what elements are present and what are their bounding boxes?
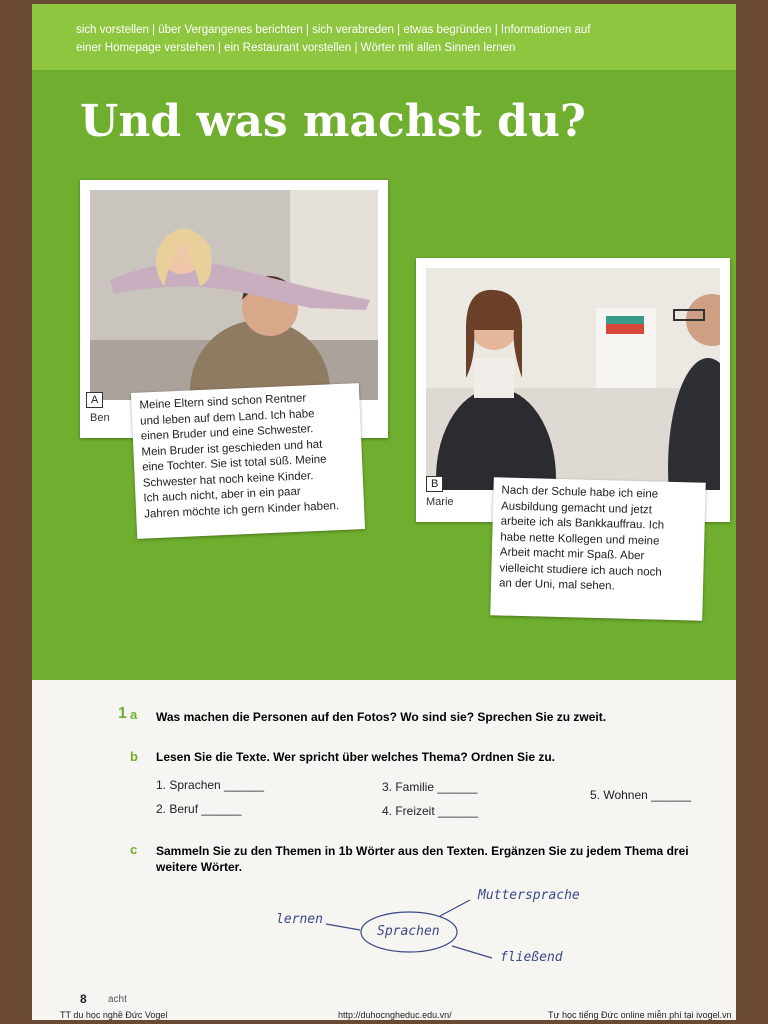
task-c-text-line-1: Sammeln Sie zu den Themen in 1b Wörter aus den Texten. Ergänzen Sie zu jedem Thema drei [156, 844, 689, 858]
photo-letter-a: A [86, 392, 103, 408]
mindmap-left-word: lernen [276, 912, 323, 927]
exercise-letter-b: b [130, 749, 138, 764]
option-label: 2. Beruf [156, 802, 199, 816]
task-a-text: Was machen die Personen auf den Fotos? Wo sind sie? Sprechen Sie zu zweit. [156, 710, 607, 724]
bubble-line: Nach der Schule habe ich eine [501, 484, 659, 501]
person-name-marie: Marie [426, 496, 454, 508]
bubble-line: an der Uni, mal sehen. [498, 577, 615, 593]
bubble-line: arbeite ich als Bankkauffrau. Ich [500, 515, 665, 532]
bubble-line: Schwester hat noch keine Kinder. [142, 469, 314, 490]
exercise-letter-c: c [130, 842, 138, 857]
bubble-line: eine Tochter. Sie ist total süß. Meine [141, 453, 327, 474]
page-number-word: acht [108, 994, 127, 1005]
mindmap-center-word: Sprachen [377, 924, 440, 939]
option-label: 4. Freizeit [382, 804, 435, 818]
bubble-line: und leben auf dem Land. Ich habe [139, 407, 315, 428]
footer-right-text: Tự học tiếng Đức online miễn phí tại ivogel.vn [548, 1010, 732, 1020]
option-label: 1. Sprachen [156, 778, 221, 792]
task-b-text: Lesen Sie die Texte. Wer spricht über welches Thema? Ordnen Sie zu. [156, 750, 556, 764]
footer-left-text: TT du học nghề Đức Vogel [60, 1010, 168, 1020]
bubble-line: vielleicht studiere ich auch noch [499, 561, 662, 579]
task-c-text-line-2: weitere Wörter. [156, 860, 243, 874]
photo-letter-b: B [426, 476, 443, 492]
option-label: 3. Familie [382, 780, 435, 794]
exercise-number: 1 [118, 705, 127, 722]
page-number: 8 [80, 992, 87, 1006]
option-label: 5. Wohnen [590, 788, 648, 802]
bubble-line: Jahren möchte ich gern Kinder haben. [143, 499, 340, 521]
bubble-line: Ausbildung gemacht und jetzt [500, 499, 653, 516]
textbook-page [32, 4, 736, 1020]
bubble-line: Ich auch nicht, aber in ein paar [143, 485, 301, 505]
option-freizeit: 4. Freizeit ______ [382, 804, 479, 818]
exercise-letter-a: a [130, 707, 138, 722]
person-name-ben: Ben [90, 412, 110, 424]
mindmap-bottom-word: fließend [500, 950, 563, 965]
bubble-line: einen Bruder und eine Schwester. [140, 423, 314, 443]
bubble-line: Mein Bruder ist geschieden und hat [141, 438, 323, 459]
page-title: Und was machst du? [80, 96, 586, 147]
header-topics-line-2: einer Homepage verstehen | ein Restaurant vorstellen | Wörter mit allen Sinnen lernen [76, 42, 516, 54]
bubble-line: Arbeit macht mir Spaß. Aber [499, 546, 645, 563]
mindmap-top-word: Muttersprache [478, 888, 580, 903]
option-wohnen: 5. Wohnen ______ [590, 788, 692, 802]
footer-url: http://duhocngheduc.edu.vn/ [338, 1010, 452, 1020]
bubble-line: habe nette Kollegen und meine [500, 530, 660, 548]
option-sprachen: 1. Sprachen ______ [156, 778, 265, 792]
option-familie: 3. Familie ______ [382, 780, 478, 794]
bubble-line: Meine Eltern sind schon Rentner [139, 392, 307, 412]
header-topics-line-1: sich vorstellen | über Vergangenes berichten | sich verabreden | etwas begründen | Informationen auf [76, 24, 591, 36]
option-beruf: 2. Beruf ______ [156, 802, 242, 816]
mindmap-lines [32, 4, 736, 1020]
